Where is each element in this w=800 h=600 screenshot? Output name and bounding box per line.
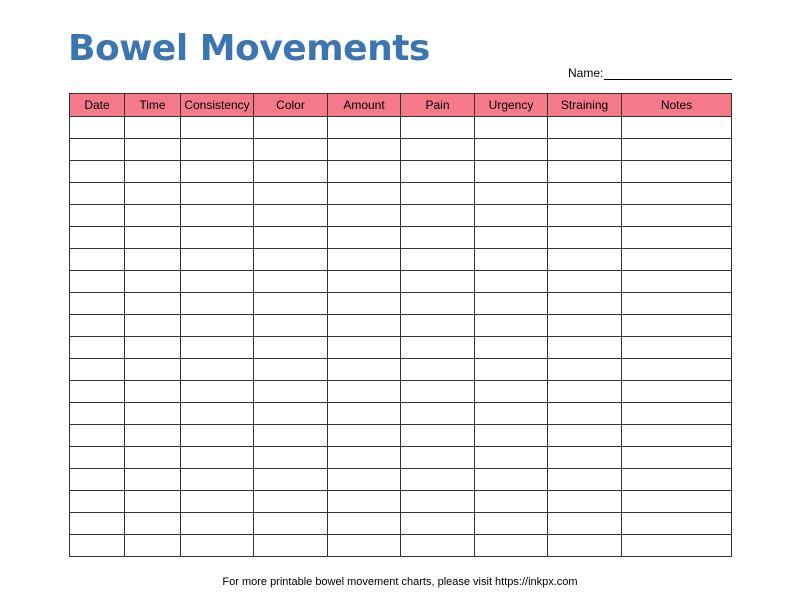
cell-amount[interactable] [328, 403, 401, 425]
table-row [70, 161, 732, 183]
cell-amount[interactable] [328, 161, 401, 183]
cell-color[interactable] [254, 381, 328, 403]
column-header-straining: Straining [548, 94, 622, 117]
cell-pain[interactable] [401, 293, 475, 315]
cell-straining[interactable] [548, 513, 622, 535]
cell-urgency[interactable] [475, 491, 548, 513]
cell-date[interactable] [70, 139, 125, 161]
cell-notes[interactable] [622, 139, 732, 161]
cell-color[interactable] [254, 249, 328, 271]
cell-pain[interactable] [401, 403, 475, 425]
cell-consistency[interactable] [181, 535, 254, 557]
cell-consistency[interactable] [181, 227, 254, 249]
column-header-color: Color [254, 94, 328, 117]
cell-notes[interactable] [622, 447, 732, 469]
cell-urgency[interactable] [475, 271, 548, 293]
cell-consistency[interactable] [181, 491, 254, 513]
cell-notes[interactable] [622, 469, 732, 491]
cell-time[interactable] [125, 249, 181, 271]
cell-urgency[interactable] [475, 513, 548, 535]
cell-notes[interactable] [622, 425, 732, 447]
cell-straining[interactable] [548, 469, 622, 491]
cell-notes[interactable] [622, 403, 732, 425]
cell-pain[interactable] [401, 359, 475, 381]
cell-date[interactable] [70, 161, 125, 183]
cell-amount[interactable] [328, 227, 401, 249]
cell-date[interactable] [70, 513, 125, 535]
cell-time[interactable] [125, 315, 181, 337]
bowel-movement-log-table [69, 93, 732, 557]
cell-notes[interactable] [622, 337, 732, 359]
cell-urgency[interactable] [475, 447, 548, 469]
cell-consistency[interactable] [181, 337, 254, 359]
cell-color[interactable] [254, 425, 328, 447]
table-row [70, 513, 732, 535]
page-title: Bowel Movements [68, 28, 430, 69]
cell-consistency[interactable] [181, 315, 254, 337]
cell-pain[interactable] [401, 249, 475, 271]
cell-time[interactable] [125, 491, 181, 513]
cell-time[interactable] [125, 117, 181, 139]
cell-notes[interactable] [622, 513, 732, 535]
cell-color[interactable] [254, 469, 328, 491]
table-row [70, 139, 732, 161]
cell-color[interactable] [254, 293, 328, 315]
cell-amount[interactable] [328, 315, 401, 337]
cell-urgency[interactable] [475, 117, 548, 139]
column-header-amount: Amount [328, 94, 401, 117]
cell-time[interactable] [125, 513, 181, 535]
cell-amount[interactable] [328, 205, 401, 227]
table-row [70, 227, 732, 249]
cell-time[interactable] [125, 161, 181, 183]
table-row [70, 535, 732, 557]
cell-date[interactable] [70, 469, 125, 491]
cell-consistency[interactable] [181, 205, 254, 227]
cell-notes[interactable] [622, 183, 732, 205]
cell-amount[interactable] [328, 337, 401, 359]
cell-urgency[interactable] [475, 161, 548, 183]
cell-pain[interactable] [401, 205, 475, 227]
column-header-date: Date [70, 94, 125, 117]
cell-date[interactable] [70, 425, 125, 447]
column-header-time: Time [125, 94, 181, 117]
table-header-row [70, 94, 732, 117]
cell-urgency[interactable] [475, 337, 548, 359]
footer-note: For more printable bowel movement charts, please visit https://inkpx.com [222, 576, 578, 588]
table-row [70, 205, 732, 227]
cell-urgency[interactable] [475, 359, 548, 381]
cell-amount[interactable] [328, 271, 401, 293]
cell-time[interactable] [125, 293, 181, 315]
cell-urgency[interactable] [475, 403, 548, 425]
cell-date[interactable] [70, 403, 125, 425]
cell-consistency[interactable] [181, 271, 254, 293]
cell-amount[interactable] [328, 381, 401, 403]
cell-pain[interactable] [401, 447, 475, 469]
cell-amount[interactable] [328, 469, 401, 491]
cell-straining[interactable] [548, 491, 622, 513]
cell-straining[interactable] [548, 161, 622, 183]
cell-amount[interactable] [328, 139, 401, 161]
table-row [70, 403, 732, 425]
table-row [70, 381, 732, 403]
cell-urgency[interactable] [475, 139, 548, 161]
name-line[interactable] [604, 66, 732, 80]
table-row [70, 447, 732, 469]
cell-notes[interactable] [622, 161, 732, 183]
cell-pain[interactable] [401, 183, 475, 205]
cell-date[interactable] [70, 381, 125, 403]
cell-urgency[interactable] [475, 183, 548, 205]
cell-time[interactable] [125, 337, 181, 359]
cell-color[interactable] [254, 491, 328, 513]
cell-consistency[interactable] [181, 381, 254, 403]
cell-pain[interactable] [401, 425, 475, 447]
cell-amount[interactable] [328, 249, 401, 271]
cell-color[interactable] [254, 359, 328, 381]
cell-date[interactable] [70, 183, 125, 205]
table-row [70, 183, 732, 205]
cell-amount[interactable] [328, 491, 401, 513]
cell-date[interactable] [70, 315, 125, 337]
cell-straining[interactable] [548, 293, 622, 315]
cell-color[interactable] [254, 447, 328, 469]
cell-time[interactable] [125, 359, 181, 381]
cell-consistency[interactable] [181, 293, 254, 315]
cell-urgency[interactable] [475, 381, 548, 403]
cell-urgency[interactable] [475, 227, 548, 249]
cell-color[interactable] [254, 535, 328, 557]
table-row [70, 293, 732, 315]
cell-notes[interactable] [622, 293, 732, 315]
cell-straining[interactable] [548, 117, 622, 139]
cell-date[interactable] [70, 447, 125, 469]
cell-consistency[interactable] [181, 139, 254, 161]
cell-urgency[interactable] [475, 425, 548, 447]
table-row [70, 359, 732, 381]
cell-consistency[interactable] [181, 425, 254, 447]
cell-straining[interactable] [548, 271, 622, 293]
cell-pain[interactable] [401, 337, 475, 359]
table-row [70, 315, 732, 337]
cell-pain[interactable] [401, 381, 475, 403]
cell-straining[interactable] [548, 139, 622, 161]
cell-pain[interactable] [401, 315, 475, 337]
cell-notes[interactable] [622, 117, 732, 139]
table-row [70, 117, 732, 139]
cell-amount[interactable] [328, 183, 401, 205]
cell-pain[interactable] [401, 161, 475, 183]
cell-straining[interactable] [548, 447, 622, 469]
cell-amount[interactable] [328, 513, 401, 535]
cell-consistency[interactable] [181, 161, 254, 183]
table-row [70, 337, 732, 359]
cell-amount[interactable] [328, 359, 401, 381]
cell-pain[interactable] [401, 271, 475, 293]
cell-color[interactable] [254, 161, 328, 183]
cell-amount[interactable] [328, 293, 401, 315]
cell-time[interactable] [125, 535, 181, 557]
cell-date[interactable] [70, 359, 125, 381]
cell-color[interactable] [254, 139, 328, 161]
table-row [70, 425, 732, 447]
cell-date[interactable] [70, 491, 125, 513]
cell-date[interactable] [70, 337, 125, 359]
cell-straining[interactable] [548, 183, 622, 205]
cell-date[interactable] [70, 205, 125, 227]
cell-notes[interactable] [622, 535, 732, 557]
cell-color[interactable] [254, 117, 328, 139]
cell-consistency[interactable] [181, 359, 254, 381]
cell-amount[interactable] [328, 447, 401, 469]
cell-pain[interactable] [401, 117, 475, 139]
cell-straining[interactable] [548, 227, 622, 249]
cell-date[interactable] [70, 249, 125, 271]
table-body [70, 117, 732, 557]
cell-pain[interactable] [401, 513, 475, 535]
name-label: Name: [568, 66, 604, 80]
cell-straining[interactable] [548, 205, 622, 227]
cell-notes[interactable] [622, 359, 732, 381]
cell-straining[interactable] [548, 315, 622, 337]
table-row [70, 491, 732, 513]
cell-date[interactable] [70, 117, 125, 139]
cell-date[interactable] [70, 271, 125, 293]
cell-urgency[interactable] [475, 315, 548, 337]
cell-pain[interactable] [401, 469, 475, 491]
cell-date[interactable] [70, 227, 125, 249]
cell-color[interactable] [254, 315, 328, 337]
cell-time[interactable] [125, 447, 181, 469]
table-row [70, 469, 732, 491]
cell-time[interactable] [125, 403, 181, 425]
table-row [70, 249, 732, 271]
cell-time[interactable] [125, 425, 181, 447]
cell-consistency[interactable] [181, 117, 254, 139]
name-field[interactable] [568, 64, 732, 80]
cell-color[interactable] [254, 513, 328, 535]
cell-time[interactable] [125, 271, 181, 293]
cell-consistency[interactable] [181, 469, 254, 491]
cell-notes[interactable] [622, 271, 732, 293]
cell-consistency[interactable] [181, 513, 254, 535]
cell-time[interactable] [125, 205, 181, 227]
cell-color[interactable] [254, 205, 328, 227]
cell-consistency[interactable] [181, 183, 254, 205]
cell-notes[interactable] [622, 315, 732, 337]
cell-color[interactable] [254, 271, 328, 293]
cell-color[interactable] [254, 337, 328, 359]
cell-pain[interactable] [401, 491, 475, 513]
cell-straining[interactable] [548, 535, 622, 557]
cell-straining[interactable] [548, 359, 622, 381]
cell-urgency[interactable] [475, 293, 548, 315]
column-header-consistency: Consistency [181, 94, 254, 117]
column-header-notes: Notes [622, 94, 732, 117]
cell-color[interactable] [254, 403, 328, 425]
cell-pain[interactable] [401, 535, 475, 557]
cell-amount[interactable] [328, 535, 401, 557]
cell-color[interactable] [254, 227, 328, 249]
cell-color[interactable] [254, 183, 328, 205]
cell-time[interactable] [125, 227, 181, 249]
cell-notes[interactable] [622, 491, 732, 513]
cell-notes[interactable] [622, 227, 732, 249]
cell-time[interactable] [125, 139, 181, 161]
cell-straining[interactable] [548, 425, 622, 447]
cell-time[interactable] [125, 469, 181, 491]
cell-notes[interactable] [622, 381, 732, 403]
table-row [70, 271, 732, 293]
cell-consistency[interactable] [181, 249, 254, 271]
cell-straining[interactable] [548, 337, 622, 359]
cell-amount[interactable] [328, 425, 401, 447]
cell-consistency[interactable] [181, 403, 254, 425]
column-header-urgency: Urgency [475, 94, 548, 117]
cell-straining[interactable] [548, 249, 622, 271]
cell-notes[interactable] [622, 249, 732, 271]
cell-pain[interactable] [401, 227, 475, 249]
cell-urgency[interactable] [475, 249, 548, 271]
cell-urgency[interactable] [475, 535, 548, 557]
cell-time[interactable] [125, 183, 181, 205]
cell-date[interactable] [70, 293, 125, 315]
cell-date[interactable] [70, 535, 125, 557]
cell-pain[interactable] [401, 139, 475, 161]
cell-urgency[interactable] [475, 469, 548, 491]
cell-straining[interactable] [548, 403, 622, 425]
cell-amount[interactable] [328, 117, 401, 139]
cell-consistency[interactable] [181, 447, 254, 469]
column-header-pain: Pain [401, 94, 475, 117]
cell-notes[interactable] [622, 205, 732, 227]
cell-urgency[interactable] [475, 205, 548, 227]
cell-time[interactable] [125, 381, 181, 403]
cell-straining[interactable] [548, 381, 622, 403]
